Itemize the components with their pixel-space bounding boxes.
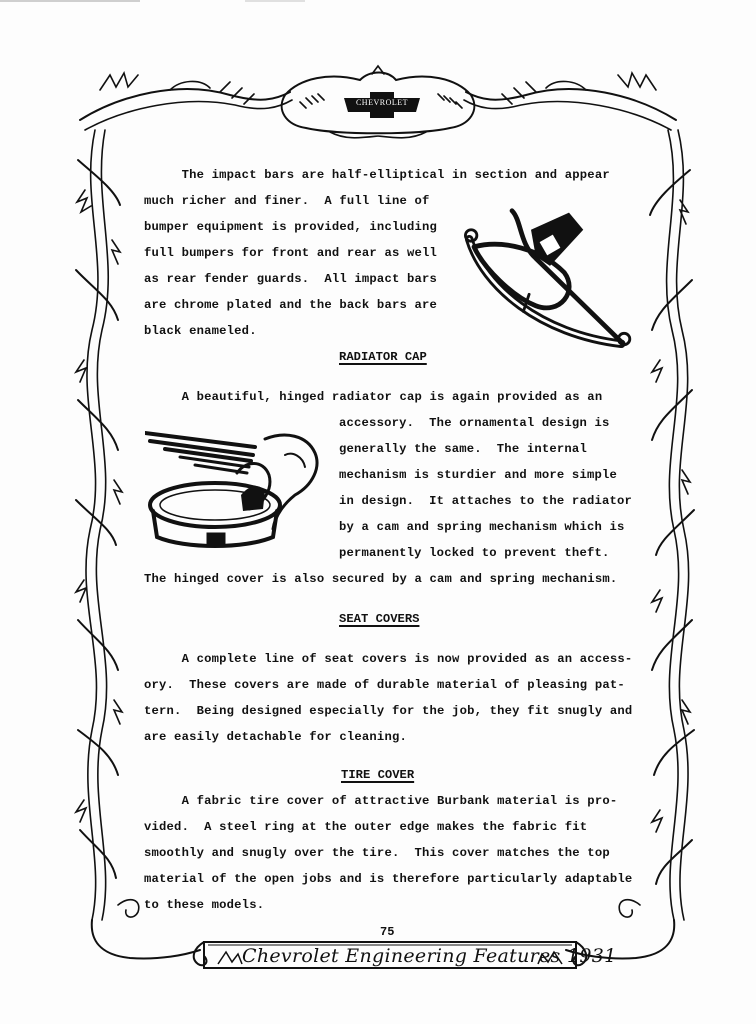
- text-line: A complete line of seat covers is now provided as an access-: [144, 652, 633, 666]
- page-number: 75: [380, 925, 395, 939]
- text-line: are chrome plated and the back bars are: [144, 298, 438, 312]
- text-line: to these models.: [144, 898, 265, 912]
- text-line: much richer and finer. A full line of: [144, 194, 430, 208]
- text-line: by a cam and spring mechanism which is: [339, 520, 625, 534]
- footer-title: Chevrolet Engineering Features 1931: [242, 945, 617, 967]
- text-line: tern. Being designed especially for the job, they fit snugly and: [144, 704, 633, 718]
- text-line: bumper equipment is provided, including: [144, 220, 438, 234]
- text-line: ory. These covers are made of durable material of pleasing pat-: [144, 678, 625, 692]
- text-line: accessory. The ornamental design is: [339, 416, 610, 430]
- text-line: are easily detachable for cleaning.: [144, 730, 407, 744]
- text-line: permanently locked to prevent theft.: [339, 546, 610, 560]
- text-line: vided. A steel ring at the outer edge makes the fabric fit: [144, 820, 588, 834]
- text-line: A beautiful, hinged radiator cap is again provided as an: [144, 390, 603, 404]
- logo-text: CHEVROLET: [355, 98, 409, 107]
- text-line: full bumpers for front and rear as well: [144, 246, 438, 260]
- text-line: as rear fender guards. All impact bars: [144, 272, 438, 286]
- text-line: generally the same. The internal: [339, 442, 587, 456]
- text-line: in design. It attaches to the radiator: [339, 494, 633, 508]
- text-line: The impact bars are half-elliptical in section and appear: [144, 168, 610, 182]
- radiator-cap-illustration: [145, 425, 325, 555]
- text-line: smoothly and snugly over the tire. This cover matches the top: [144, 846, 610, 860]
- heading-radiator-cap: RADIATOR CAP: [339, 350, 427, 364]
- heading-seat-covers: SEAT COVERS: [339, 612, 420, 626]
- text-line: material of the open jobs and is therefore particularly adaptable: [144, 872, 633, 886]
- text-line: A fabric tire cover of attractive Burbank material is pro-: [144, 794, 618, 808]
- bumper-illustration: [455, 198, 645, 366]
- text-line: black enameled.: [144, 324, 257, 338]
- text-line: The hinged cover is also secured by a cam and spring mechanism.: [144, 572, 618, 586]
- text-line: mechanism is sturdier and more simple: [339, 468, 618, 482]
- heading-tire-cover: TIRE COVER: [341, 768, 415, 782]
